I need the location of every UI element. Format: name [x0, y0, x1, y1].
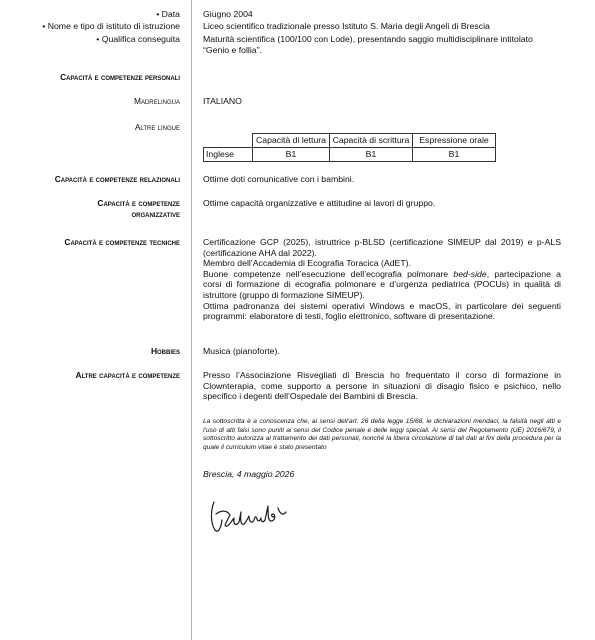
technical-software: Ottima padronanza dei sistemi operativi Windows e macOS, in particolare dei seguenti programmi: elaboratore di testi, foglio elettronico, software di presentazione. — [203, 300, 561, 322]
header-writing: Capacità di scrittura — [330, 134, 413, 148]
institute-value: Liceo scientifico tradizionale presso Istituto S. Maria degli Angeli di Brescia — [203, 21, 490, 31]
signature — [208, 494, 292, 538]
organizational-skills-value: Ottime capacità organizzative e attitudine ai lavori di gruppo. — [203, 198, 436, 208]
technical-ultrasound-emphasis: bed-side — [453, 268, 487, 279]
header-speaking: Espressione orale — [413, 134, 496, 148]
technical-ultrasound-text-end: , partecipazione a corsi di formazione di ecografia polmonare e d’urgenza pediatrica (POCUs) in qualità di istruttore (gruppo di formazione SIMEUP). — [203, 268, 561, 301]
hobbies-value: Musica (pianoforte). — [203, 346, 280, 356]
other-skills-value: Presso l’Associazione Risvegliati di Brescia ho frequentato il corso di formazione in Clownterapia, come supporto a persone in situazioni di disagio fisico e psichico, nello specifico i degenti dell’Ospedale dei Bambini di Brescia. — [203, 370, 561, 402]
personal-skills-heading: Capacità e competenze personali — [60, 72, 180, 82]
institute-label: • Nome e tipo di istituto di istruzione — [42, 21, 180, 31]
hobbies-label: Hobbies — [150, 346, 180, 356]
legal-declaration: La sottoscritta è a conoscenza che, ai sensi dell’art. 26 della legge 15/68, le dichiarazioni mendaci, la falsità negli atti e l’uso di atti falsi sono puniti ai sensi del Codice penale e delle leggi speciali. Ai sensi del Regolamento (UE) 2016/679, il sottoscritto autorizza al trattamento dei dati personali, nonché la libera circolazione di tali dati ai fini della procedura per la quale il curriculum vitae è stato presentato — [203, 418, 561, 452]
technical-skills-value — [203, 237, 561, 322]
speaking-level: B1 — [413, 148, 496, 162]
other-skills-label: Altre capacità e competenze — [75, 370, 180, 380]
organizational-label-line1: Capacità e competenze — [97, 198, 180, 208]
relational-skills-label: Capacità e competenze relazionali — [54, 174, 180, 184]
mother-tongue-label: Madrelingua — [134, 96, 180, 106]
relational-skills-value: Ottime doti comunicative con i bambini. — [203, 174, 355, 184]
date-label: • Data — [156, 9, 180, 19]
technical-ultrasound-text: Buone competenze nell’esecuzione dell’ecografia polmonare — [203, 268, 454, 279]
language-name: Inglese — [204, 148, 253, 162]
technical-ultrasound — [203, 269, 561, 301]
date-value: Giugno 2004 — [203, 9, 253, 19]
technical-skills-label: Capacità e competenze tecniche — [64, 237, 180, 247]
organizational-label-line2: organizzative — [131, 208, 180, 219]
header-reading: Capacità di lettura — [253, 134, 330, 148]
table-row — [204, 148, 496, 162]
language-table — [203, 133, 496, 162]
qualification-label: • Qualifica conseguita — [96, 34, 180, 44]
technical-membership: Membro dell’Accademia di Ecografia Toracica (AdET). — [203, 258, 411, 269]
technical-certifications: Certificazione GCP (2025), istruttrice p-BLSD (certificazione SIMEUP dal 2019) e p-ALS (certificazione AHA dal 2022). — [203, 237, 561, 258]
place-date: Brescia, 4 maggio 2026 — [203, 469, 295, 479]
writing-level: B1 — [330, 148, 413, 162]
qualification-value: Maturità scientifica (100/100 con Lode), presentando saggio multidisciplinare intitolato “Genio e follia”. — [203, 34, 533, 55]
column-divider — [191, 0, 192, 640]
language-table-corner — [204, 134, 253, 148]
language-table-header — [204, 134, 496, 148]
reading-level: B1 — [253, 148, 330, 162]
other-languages-label: Altre lingue — [134, 122, 180, 132]
mother-tongue-value: ITALIANO — [203, 96, 242, 106]
organizational-skills-label — [97, 198, 180, 220]
